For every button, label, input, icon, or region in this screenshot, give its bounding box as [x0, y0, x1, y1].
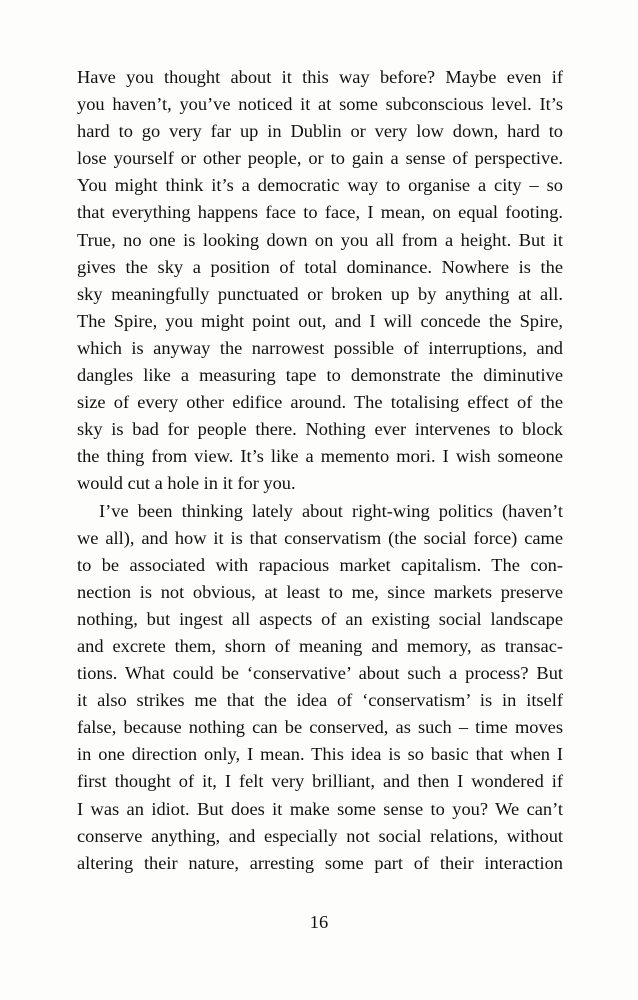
text-line: false, because nothing can be conserved, as such – time moves	[77, 717, 563, 738]
text-line: You might think it’s a democratic way to organise a city – so	[77, 175, 563, 196]
text-line: lose yourself or other people, or to gain a sense of perspective.	[77, 148, 563, 169]
text-line: nection is not obvious, at least to me, since markets preserve	[77, 581, 563, 602]
text-line: The Spire, you might point out, and I will concede the Spire,	[77, 310, 563, 331]
text-line: nothing, but ingest all aspects of an existing social landscape	[77, 608, 563, 629]
text-line: tions. What could be ‘conservative’ about such a process? But	[77, 663, 563, 684]
paragraph	[77, 498, 563, 877]
text-line: gives the sky a position of total dominance. Nowhere is the	[77, 256, 563, 277]
text-line: would cut a hole in it for you.	[77, 473, 296, 494]
text-line: you haven’t, you’ve noticed it at some subconscious level. It’s	[77, 94, 563, 115]
text-line: which is anyway the narrowest possible of interruptions, and	[77, 337, 563, 358]
text-line: the thing from view. It’s like a memento mori. I wish someone	[77, 446, 563, 467]
text-line: sky is bad for people there. Nothing ever intervenes to block	[77, 419, 563, 440]
text-line: we all), and how it is that conservatism (the social force) came	[77, 527, 563, 548]
page-number: 16	[309, 912, 329, 932]
text-line: it also strikes me that the idea of ‘conservatism’ is in itself	[77, 690, 563, 711]
text-line: sky meaningfully punctuated or broken up by anything at all.	[77, 283, 563, 304]
text-line: Have you thought about it this way before? Maybe even if	[77, 67, 563, 87]
text-line: in one direction only, I mean. This idea is so basic that when I	[77, 744, 563, 765]
text-line: to be associated with rapacious market capitalism. The con-	[77, 554, 563, 575]
text-line: size of every other edifice around. The totalising effect of the	[77, 392, 563, 413]
text-line: and excrete them, shorn of meaning and memory, as transac-	[77, 635, 563, 656]
text-line: I was an idiot. But does it make some sense to you? We can’t	[77, 798, 563, 819]
paragraph	[77, 64, 563, 498]
text-line: conserve anything, and especially not social relations, without	[77, 825, 563, 846]
text-line: hard to go very far up in Dublin or very low down, hard to	[77, 121, 563, 142]
text-line: that everything happens face to face, I mean, on equal footing.	[77, 202, 563, 223]
text-line: True, no one is looking down on you all from a height. But it	[77, 229, 563, 250]
text-line: altering their nature, arresting some part of their interaction	[77, 852, 563, 873]
text-line: first thought of it, I felt very brilliant, and then I wondered if	[77, 771, 563, 792]
text-line: dangles like a measuring tape to demonstrate the diminutive	[77, 365, 563, 386]
body-text	[77, 64, 563, 877]
text-line: I’ve been thinking lately about right-wing politics (haven’t	[99, 500, 563, 521]
